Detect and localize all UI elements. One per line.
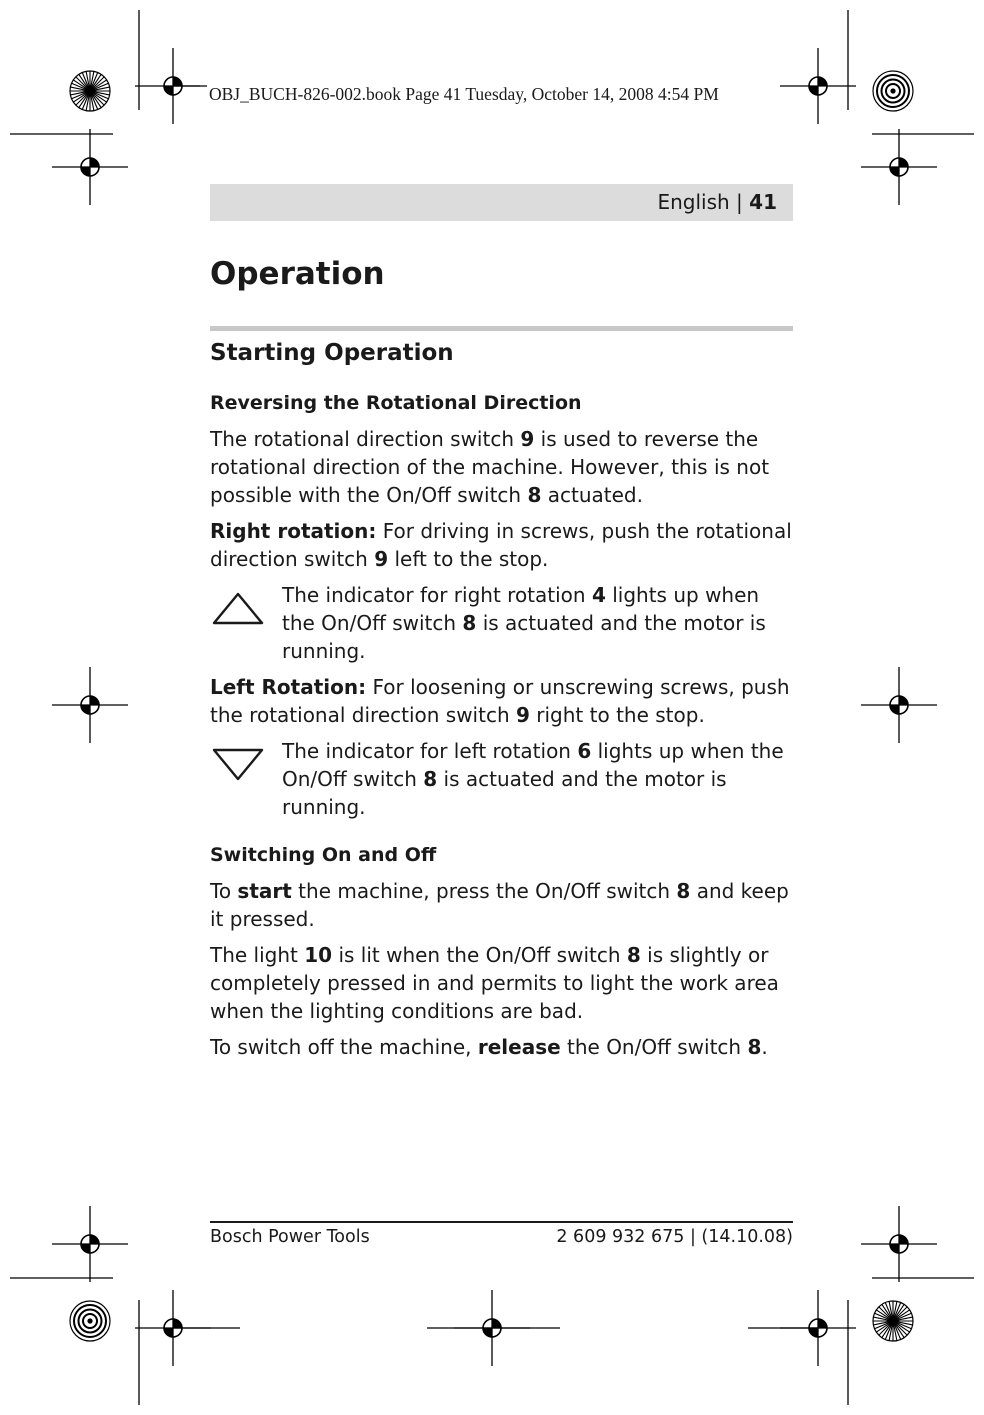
reversing-intro: The rotational direction switch 9 is used to reverse the rotational direction of the machine. However, this is not possible with the On/Off switch 8 actuated. xyxy=(210,427,770,507)
section-heading: Starting Operation xyxy=(210,340,454,366)
header-language: English xyxy=(657,190,730,214)
triangle-up-icon xyxy=(210,581,282,629)
right-indicator-text: The indicator for right rotation 4 lights up when the On/Off switch 8 is actuated and the motor is running. xyxy=(282,583,766,663)
header-text xyxy=(657,190,777,214)
print-slug: OBJ_BUCH-826-002.book Page 41 Tuesday, October 14, 2008 4:54 PM xyxy=(209,84,719,104)
left-indicator-row xyxy=(210,737,793,821)
light-paragraph: The light 10 is lit when the On/Off switch 8 is slightly or completely pressed in and permits to light the work area when the lighting conditions are bad. xyxy=(210,943,779,1023)
page-content xyxy=(210,250,793,1061)
footer-rule xyxy=(210,1221,793,1223)
start-paragraph: To start the machine, press the On/Off switch 8 and keep it pressed. xyxy=(210,879,789,931)
triangle-down-icon xyxy=(210,737,282,785)
section-rule xyxy=(210,326,793,331)
right-indicator-row xyxy=(210,581,793,665)
footer-brand: Bosch Power Tools xyxy=(210,1227,370,1247)
header-separator: | xyxy=(729,190,750,214)
footer-doc-number: 2 609 932 675 | (14.10.08) xyxy=(556,1227,793,1247)
left-rotation-paragraph: Left Rotation: For loosening or unscrewing screws, push the rotational direction switch 9 right to the stop. xyxy=(210,675,790,727)
left-indicator-text: The indicator for left rotation 6 lights up when the On/Off switch 8 is actuated and the motor is running. xyxy=(282,739,784,819)
page-number: 41 xyxy=(749,190,777,214)
subsection-heading-switching: Switching On and Off xyxy=(210,844,437,866)
stop-paragraph: To switch off the machine, release the On/Off switch 8. xyxy=(210,1035,768,1059)
page-title: Operation xyxy=(210,256,385,292)
subsection-heading-reversing: Reversing the Rotational Direction xyxy=(210,392,582,414)
right-rotation-paragraph: Right rotation: For driving in screws, push the rotational direction switch 9 left to the stop. xyxy=(210,519,792,571)
running-header xyxy=(210,184,793,221)
